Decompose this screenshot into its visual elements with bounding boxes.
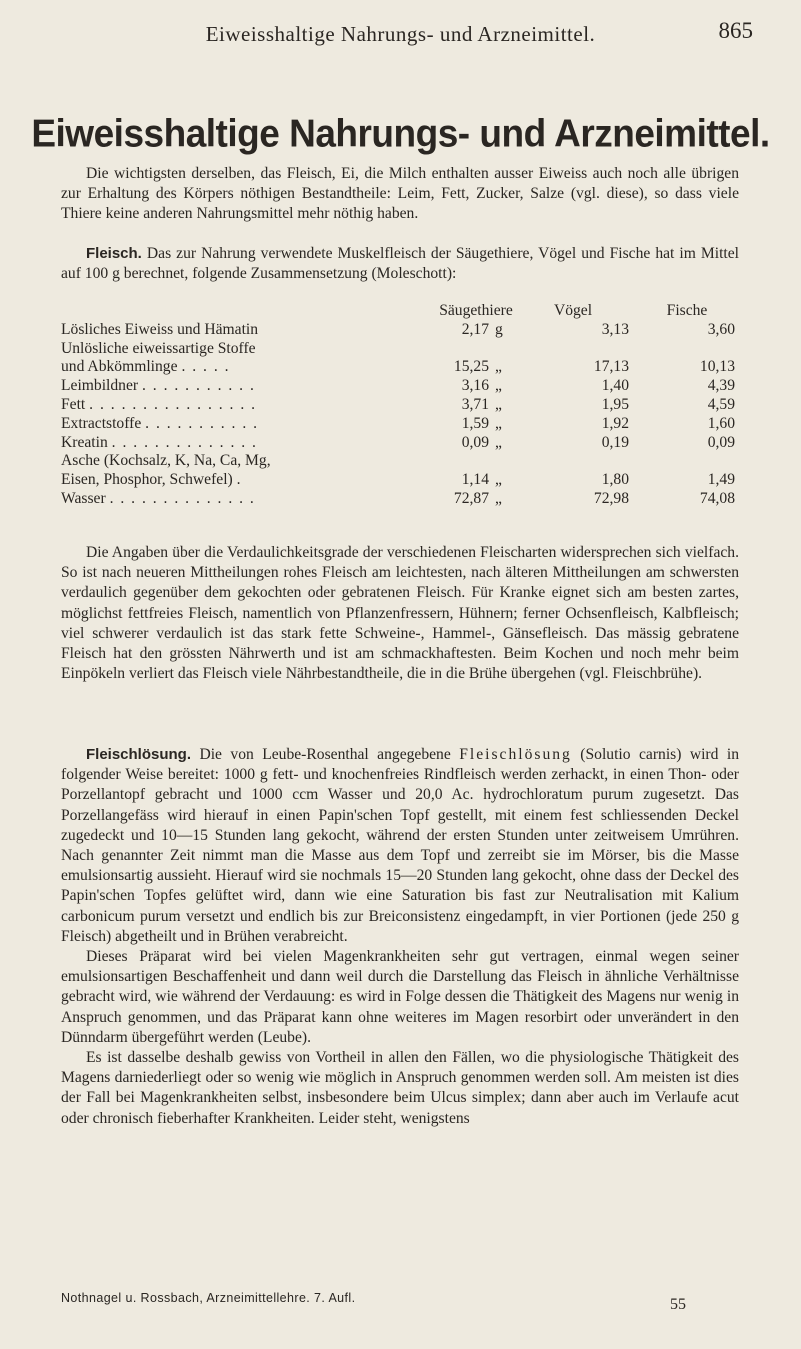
table-row: [61, 490, 739, 509]
cell-voegel: 72,98: [593, 489, 629, 507]
cell-fische: 74,08: [699, 489, 735, 507]
row-label: [61, 471, 435, 490]
unit-mark: „: [495, 471, 502, 489]
value-saeugethiere: 2,17: [461, 320, 489, 338]
row-label: [61, 340, 435, 359]
fleischloesung-term: Fleischlösung: [459, 746, 572, 763]
fleischloesung-paragraph: [61, 745, 739, 947]
row-label-text: Eisen, Phosphor, Schwefel): [61, 471, 233, 489]
cell-voegel: 1,80: [601, 471, 629, 489]
fleischloesung-lead: Die von Leube-Rosenthal angegebene: [199, 746, 451, 763]
table-row: [61, 434, 739, 453]
value-saeugethiere: 1,59: [461, 414, 489, 432]
row-label: [61, 415, 435, 434]
fleischloesung-section: [61, 745, 739, 1129]
cell-saeugethiere: [435, 434, 517, 453]
cell-saeugethiere: [435, 471, 517, 490]
row-label-text: Fett: [61, 395, 86, 413]
table-row: [61, 321, 739, 340]
cell-voegel: 0,19: [601, 433, 629, 451]
header-saeugethiere: Säugethiere: [439, 302, 513, 319]
value-saeugethiere: 72,87: [453, 489, 489, 507]
cell-saeugethiere: [435, 321, 517, 340]
table-row: [61, 340, 739, 359]
table-row: [61, 415, 739, 434]
fleisch-section: [61, 244, 739, 284]
value-saeugethiere: 1,14: [461, 471, 489, 489]
row-label: [61, 396, 435, 415]
verdaulichkeit-paragraph: Die Angaben über die Verdaulichkeitsgrade der verschiedenen Fleischarten widersprechen sich vielfach. So ist nach neueren Mittheilungen rohes Fleisch am leichtesten, nach älteren Mittheilungen am schwersten verdaulich gegenüber dem gekochten oder gebratenen Fleisch. Für Kranke eignet sich am besten zartes, möglichst fettfreies Fleisch, namentlich von Pflanzenfressern, Hühnern; ferner Ochsenfleisch, Kalbfleisch; viel schwerer verdaulich ist das stark fette Schweine-, Hammel-, Gänsefleisch. Das mässig gebratene Fleisch hat den grössten Nährwerth und ist am schmackhaftesten. Beim Kochen und noch mehr beim Einpökeln verliert das Fleisch viele Nährbestandtheile, die in die Brühe übergehen (vgl. Fleischbrühe).: [61, 544, 739, 683]
unit-mark: „: [495, 395, 502, 413]
cell-fische: [639, 340, 739, 359]
row-label-text: Kreatin: [61, 433, 108, 451]
running-head: Eiweisshaltige Nahrungs- und Arzneimittel.: [205, 22, 596, 46]
page-title: Eiweisshaltige Nahrungs- und Arzneimittel.: [31, 111, 770, 155]
row-label: [61, 452, 435, 471]
unit-mark: „: [495, 433, 502, 451]
cell-fische: 1,49: [707, 471, 735, 489]
intro-paragraph: [61, 164, 739, 225]
composition-table: [61, 302, 739, 509]
fleisch-paragraph: [61, 244, 739, 284]
cell-voegel: 17,13: [593, 358, 629, 376]
table-header-row: [61, 302, 739, 321]
table-row: [61, 377, 739, 396]
header-fische: Fische: [666, 302, 708, 319]
cell-fische: 3,60: [707, 320, 735, 338]
row-label: [61, 321, 435, 340]
row-label-text: Lösliches Eiweiss und Hämatin: [61, 320, 259, 338]
row-leader-dots: . . . . . . . . . . .: [141, 377, 256, 395]
fleisch-heading: Fleisch.: [86, 245, 142, 262]
row-leader-dots: . . . . .: [181, 358, 231, 376]
table-row: [61, 396, 739, 415]
fleischloesung-paragraph-3: Es ist dasselbe deshalb gewiss von Vortheil in allen den Fällen, wo die physiologische Thätigkeit des Magens darniederliegt oder so wenig wie möglich in Anspruch genommen werden soll. Am meisten ist dies der Fall bei Magenkrankheiten selbst, insbesondere beim Ulcus simplex; dann aber auch im Verlaufe acut oder chronisch fieberhafter Krankheiten. Leider steht, wenigstens: [61, 1049, 739, 1127]
header-label-cell: [61, 302, 435, 321]
unit-mark: g: [495, 320, 503, 338]
page-number: 865: [718, 18, 753, 43]
unit-mark: „: [495, 414, 502, 432]
unit-mark: „: [495, 489, 502, 507]
table-row: [61, 452, 739, 471]
unit-mark: „: [495, 377, 502, 395]
cell-voegel: 3,13: [601, 320, 629, 338]
cell-voegel: 1,40: [601, 377, 629, 395]
table-row: [61, 358, 739, 377]
cell-fische: 10,13: [699, 358, 735, 376]
cell-fische: 4,59: [707, 395, 735, 413]
value-saeugethiere: 3,16: [461, 377, 489, 395]
fleischloesung-text: (Solutio carnis) wird in folgender Weise bereitet: 1000 g fett- und knochenfreies Rindfleisch werden zerhackt, in einen Thon- oder Porzellantopf gebracht und 1000 ccm Wasser und 20,0 Ac. hydrochloratum purum zugesetzt. Das Porzellangefäss wird hierauf in einen Papin'schen Topf gestellt, mit einem fest schliessenden Deckel zugedeckt und 10—15 Stunden lang gekocht, während der ersten Stunden unter zeitweisem Umrühren. Nach genannter Zeit nimmt man die Masse aus dem Topf und zerreibt sie im Mörser, bis die Masse emulsionsartig aussieht. Hierauf wird sie nochmals 15—20 Stunden lang gekocht, ohne dass der Deckel des Papin'schen Topfes gelüftet wird, dann wie eine Saturation bis fast zur Neutralisation mit Kalium carbonicum purum versetzt und endlich bis zur Breiconsistenz eingedampft, in vier Portionen (jede 250 g Fleisch) abgetheilt und in Brühen verabreicht.: [61, 746, 739, 945]
cell-fische: 0,09: [707, 433, 735, 451]
row-label-text: Unlösliche eiweissartige Stoffe: [61, 339, 256, 357]
table-row: [61, 471, 739, 490]
cell-voegel: 1,95: [601, 395, 629, 413]
row-leader-dots: . . . . . . . . . . . . . .: [111, 433, 258, 451]
cell-saeugethiere: [435, 377, 517, 396]
value-saeugethiere: 3,71: [461, 395, 489, 413]
intro-text: Die wichtigsten derselben, das Fleisch, Ei, die Milch enthalten ausser Eiweiss auch noch alle übrigen zur Erhaltung des Körpers nöthigen Bestandtheile: Leim, Fett, Zucker, Salze (vgl. diese), so dass viele Thiere keine anderen Nahrungsmittel mehr nöthig haben.: [61, 165, 739, 223]
cell-fische: 4,39: [707, 377, 735, 395]
cell-voegel: [517, 452, 639, 471]
cell-saeugethiere: [435, 452, 517, 471]
row-leader-dots: .: [236, 471, 243, 489]
row-label-text: Wasser: [61, 489, 106, 507]
fleischloesung-paragraph-2: Dieses Präparat wird bei vielen Magenkrankheiten sehr gut vertragen, einmal wegen seiner emulsionsartigen Beschaffenheit und dann weil durch die Darstellung das Fleisch in ähnliche Verhältnisse gebracht wird, wie während der Verdauung: es wird in Folge dessen die Thätigkeit des Magens nur wenig in Anspruch genommen, und das Präparat kann ohne weiteres im Magen resorbirt oder unverändert in den Dünndarm übergeführt werden (Leube).: [61, 948, 739, 1046]
row-leader-dots: . . . . . . . . . . . . . .: [109, 489, 256, 507]
cell-voegel: [517, 340, 639, 359]
cell-saeugethiere: [435, 396, 517, 415]
row-label: [61, 358, 435, 377]
cell-fische: 1,60: [707, 414, 735, 432]
row-leader-dots: . . . . . . . . . . . . . . . .: [89, 395, 257, 413]
row-label: [61, 377, 435, 396]
row-label: [61, 490, 435, 509]
cell-voegel: 1,92: [601, 414, 629, 432]
unit-mark: „: [495, 358, 502, 376]
value-saeugethiere: 0,09: [461, 433, 489, 451]
row-leader-dots: . . . . . . . . . . .: [145, 414, 259, 432]
cell-saeugethiere: [435, 415, 517, 434]
value-saeugethiere: 15,25: [453, 358, 489, 376]
signature-mark: 55: [670, 1296, 686, 1313]
row-label: [61, 434, 435, 453]
row-label-text: Leimbildner: [61, 377, 139, 395]
fleisch-text: Das zur Nahrung verwendete Muskelfleisch der Säugethiere, Vögel und Fische hat im Mittel auf 100 g berechnet, folgende Zusammensetzung (Moleschott):: [61, 245, 739, 283]
table-body: [61, 321, 739, 509]
row-label-text: Extractstoffe: [61, 414, 142, 432]
cell-saeugethiere: [435, 490, 517, 509]
cell-fische: [639, 452, 739, 471]
footer-imprint: Nothnagel u. Rossbach, Arzneimittellehre. 7. Aufl.: [61, 1291, 356, 1305]
row-label-text: Asche (Kochsalz, K, Na, Ca, Mg,: [61, 452, 271, 470]
cell-saeugethiere: [435, 340, 517, 359]
header-voegel: Vögel: [553, 302, 593, 319]
cell-saeugethiere: [435, 358, 517, 377]
row-label-text: und Abkömmlinge: [61, 358, 178, 376]
verdaulichkeit-section: [61, 543, 739, 684]
fleischloesung-heading: Fleischlösung.: [86, 746, 192, 763]
